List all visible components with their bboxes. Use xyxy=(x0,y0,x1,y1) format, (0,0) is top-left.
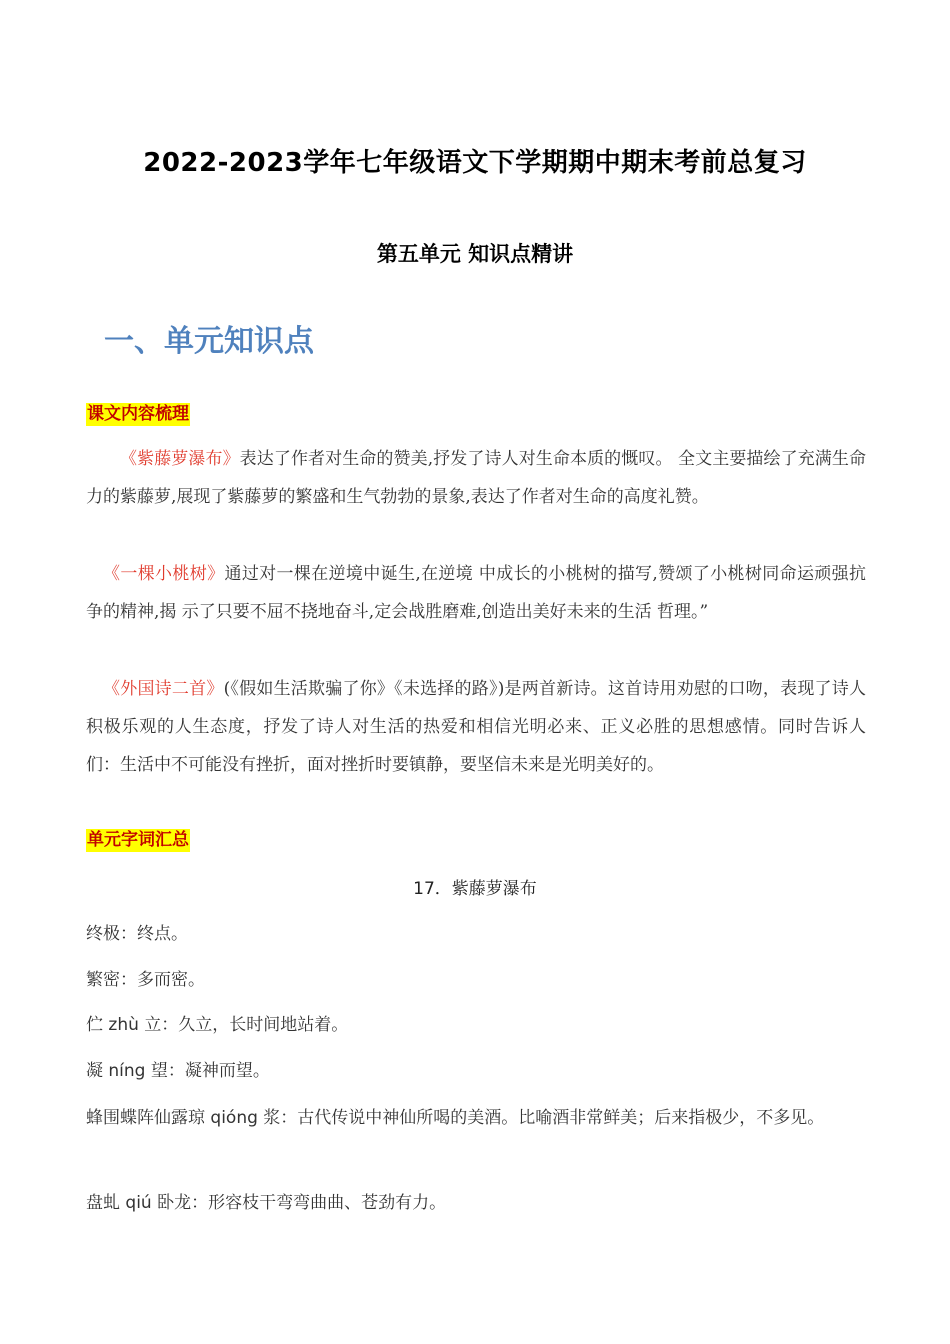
paragraph-2-text: 通过对一棵在逆境中诞生,在逆境 中成长的小桃树的描写,赞颂了小桃树同命运顽强抗争的精神,揭 示了只要不屈不挠地奋斗,定会战胜磨难,创造出美好未来的生活 哲理。” xyxy=(86,564,867,622)
vocab-entry xyxy=(86,961,866,999)
vocab-term: 凝 xyxy=(86,1061,109,1081)
document-title: 2022-2023学年七年级语文下学期期中期末考前总复习 xyxy=(143,148,807,178)
vocab-entry xyxy=(86,1052,866,1090)
document-subtitle: 第五单元 知识点精讲 xyxy=(376,242,574,266)
lesson-title: 17．紫藤萝瀑布 xyxy=(413,879,537,899)
vocab-pinyin: qióng xyxy=(210,1108,258,1128)
vocab-entry xyxy=(86,1184,866,1222)
paragraph-1-lead: 《紫藤萝瀑布》 xyxy=(120,449,240,469)
vocab-term: 盘虬 xyxy=(86,1193,126,1213)
vocab-definition: 望：凝神而望。 xyxy=(145,1061,270,1081)
section-heading: 一、单元知识点 xyxy=(104,324,314,359)
vocab-definition: 立：久立，长时间地站着。 xyxy=(138,1015,349,1035)
vocab-definition: 浆：古代传说中神仙所喝的美酒。比喻酒非常鲜美；后来指极少，不多见。 xyxy=(257,1108,825,1128)
vocab-term: 繁密： xyxy=(86,970,137,990)
highlight-label-content-summary: 课文内容梳理 xyxy=(87,404,189,424)
vocab-entry xyxy=(86,1099,866,1137)
highlight-label-vocab-summary: 单元字词汇总 xyxy=(87,830,189,850)
paragraph-1 xyxy=(86,440,866,516)
vocab-term: 蜂围蝶阵仙露琼 xyxy=(86,1108,211,1128)
vocab-pinyin: zhù xyxy=(108,1015,139,1035)
paragraph-1-text: 表达了作者对生命的赞美,抒发了诗人对生命本质的慨叹。 全文主要描绘了充满生命力的紫藤萝,展现了紫藤萝的繁盛和生气勃勃的景象,表达了作者对生命的高度礼赞。 xyxy=(86,449,866,507)
vocab-pinyin: níng xyxy=(108,1061,146,1081)
paragraph-2-lead: 《一棵小桃树》 xyxy=(103,564,225,584)
paragraph-3-lead: 《外国诗二首》 xyxy=(103,679,224,699)
vocab-entry xyxy=(86,915,866,953)
vocab-entry xyxy=(86,1006,866,1044)
vocab-pinyin: qiú xyxy=(125,1193,152,1213)
vocab-definition: 终点。 xyxy=(137,924,188,944)
vocab-term: 伫 xyxy=(86,1015,109,1035)
paragraph-2 xyxy=(86,555,866,631)
vocab-definition: 多而密。 xyxy=(137,970,205,990)
vocab-definition: 卧龙：形容枝干弯弯曲曲、苍劲有力。 xyxy=(151,1193,447,1213)
vocab-term: 终极： xyxy=(86,924,137,944)
paragraph-3 xyxy=(86,670,866,784)
paragraph-3-text: (《假如生活欺骗了你》《未选择的路》)是两首新诗。这首诗用劝慰的口吻，表现了诗人积极乐观的人生态度，抒发了诗人对生活的热爱和相信光明必来、正义必胜的思想感情。同时告诉人们：生活中不可能没有挫折，面对挫折时要镇静，要坚信未来是光明美好的。 xyxy=(86,679,867,775)
